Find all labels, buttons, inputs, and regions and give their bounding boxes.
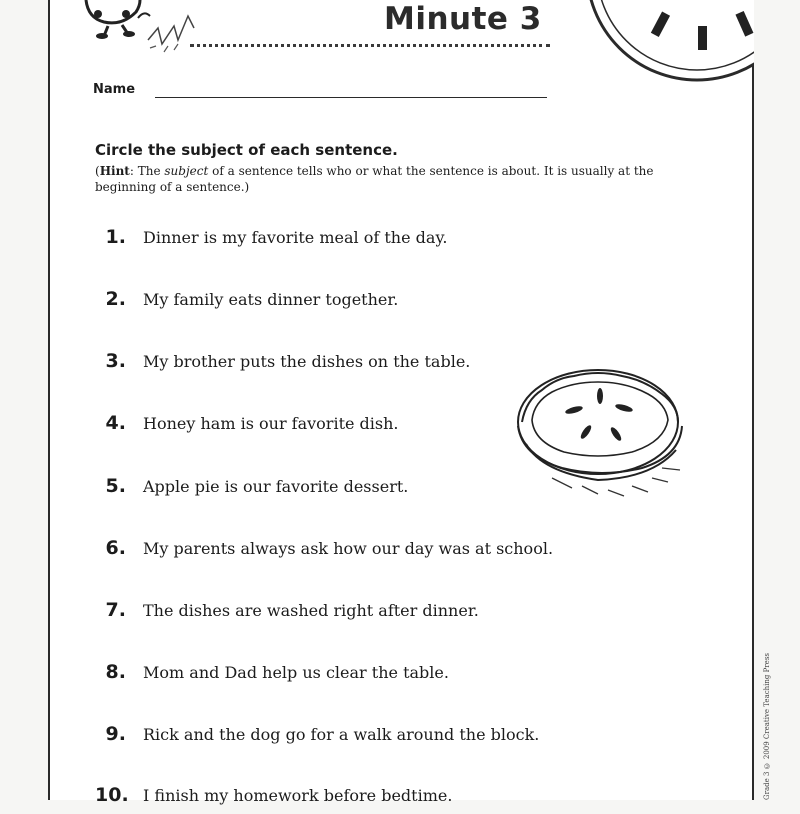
- question-number: 1.: [105, 226, 126, 248]
- question-sentence[interactable]: I finish my homework before bedtime.: [143, 786, 453, 805]
- question-number: 9.: [105, 723, 126, 745]
- question-number: 2.: [105, 288, 126, 310]
- question-sentence[interactable]: Apple pie is our favorite dessert.: [143, 477, 409, 496]
- question-item[interactable]: [95, 661, 655, 691]
- question-item[interactable]: [95, 784, 655, 814]
- question-sentence[interactable]: My family eats dinner together.: [143, 290, 399, 309]
- name-field[interactable]: [155, 97, 547, 98]
- title-dotted-rule: [190, 44, 550, 49]
- pie-illustration: [512, 360, 692, 510]
- question-sentence[interactable]: My brother puts the dishes on the table.: [143, 352, 471, 371]
- page-title: Minute 3: [384, 1, 542, 37]
- question-number: 6.: [105, 537, 126, 559]
- question-item[interactable]: [95, 599, 655, 629]
- question-item[interactable]: [95, 288, 655, 318]
- copyright-credit: Grade 3 © 2009 Creative Teaching Press: [763, 652, 771, 800]
- question-sentence[interactable]: Mom and Dad help us clear the table.: [143, 663, 449, 682]
- question-number: 5.: [105, 475, 126, 497]
- question-sentence[interactable]: My parents always ask how our day was at school.: [143, 539, 554, 558]
- hint-text: (Hint: The subject of a sentence tells who or what the sentence is about. It is usually at the beginning of a sentence.): [95, 164, 654, 194]
- question-sentence[interactable]: Rick and the dog go for a walk around the block.: [143, 725, 540, 744]
- hint-prefix: : The: [129, 164, 165, 178]
- question-sentence[interactable]: Honey ham is our favorite dish.: [143, 414, 399, 433]
- clock-illustration: [572, 0, 754, 88]
- hint-body: of a sentence tells who or what the sentence is about. It is usually at the beginning of a sentence.): [95, 164, 654, 194]
- question-item[interactable]: [95, 226, 655, 256]
- question-sentence[interactable]: Dinner is my favorite meal of the day.: [143, 228, 448, 247]
- question-sentence[interactable]: The dishes are washed right after dinner.: [143, 601, 479, 620]
- question-item[interactable]: [95, 723, 655, 753]
- instruction-heading: Circle the subject of each sentence.: [95, 141, 398, 159]
- running-clock-illustration: [78, 0, 208, 62]
- name-label: Name: [93, 82, 136, 97]
- question-item[interactable]: [95, 537, 655, 567]
- question-number: 8.: [105, 661, 126, 683]
- hint-label: Hint: [99, 164, 130, 178]
- question-number: 3.: [105, 350, 126, 372]
- question-number: 7.: [105, 599, 126, 621]
- question-number: 4.: [105, 412, 126, 434]
- question-number: 10.: [95, 784, 129, 806]
- hint-emphasis: subject: [164, 164, 209, 178]
